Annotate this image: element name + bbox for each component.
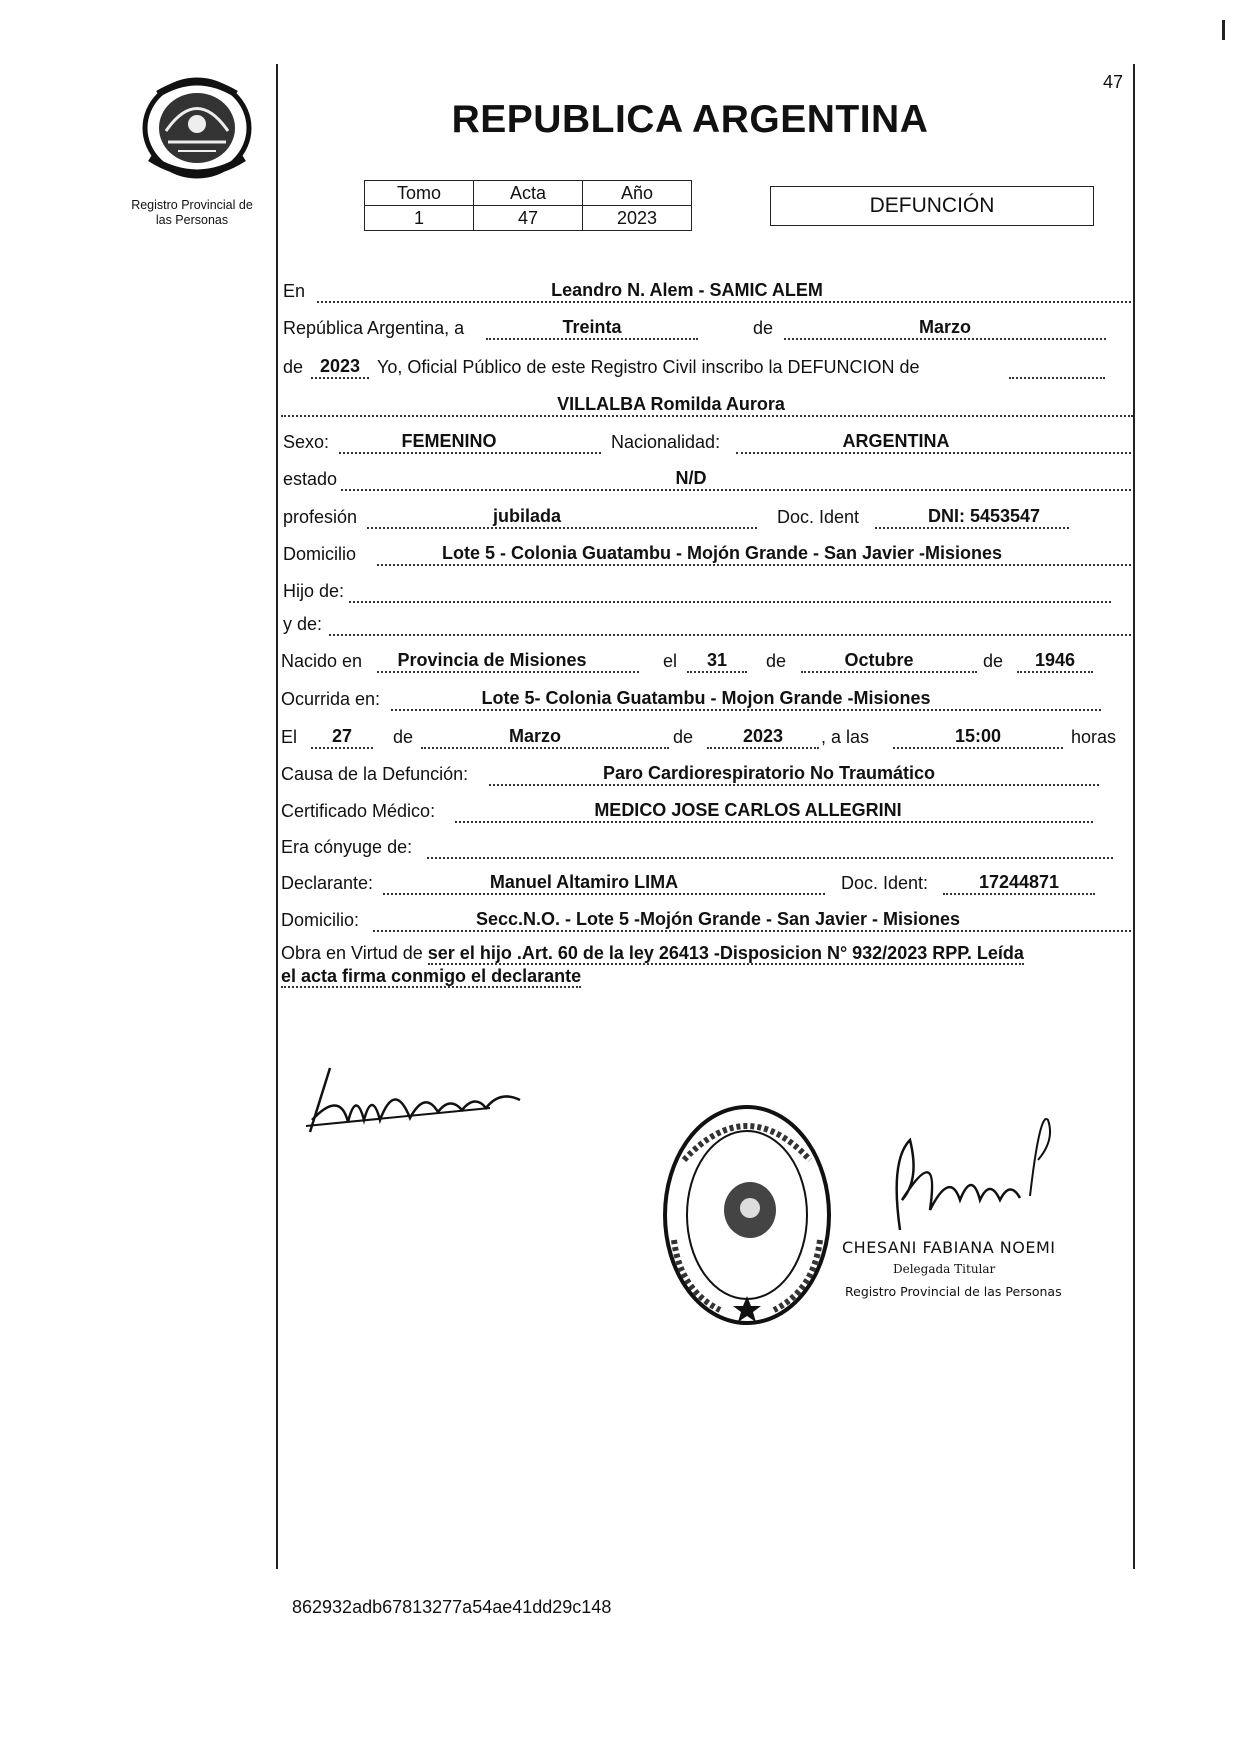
nacido-en-value: Provincia de Misiones [397, 650, 587, 670]
row-place [281, 270, 1133, 306]
estado-value: N/D [675, 468, 707, 488]
row-profesion [281, 496, 1133, 532]
obra-paragraph [281, 942, 1133, 988]
anio-header: Año [583, 181, 692, 206]
y-de-label: y de: [283, 614, 323, 634]
record-type-box: DEFUNCIÓN [770, 186, 1094, 226]
acta-header: Acta [474, 181, 583, 206]
row-nacido [281, 640, 1133, 676]
row-estado [281, 458, 1133, 494]
declarante-label: Declarante: [281, 873, 374, 893]
certificado-dots [455, 821, 1093, 823]
registry-caption-line2: las Personas [155, 213, 229, 227]
edge-mark [1222, 20, 1225, 40]
death-el-label: El [281, 727, 298, 747]
republica-label: República Argentina, a [283, 318, 465, 338]
registry-caption-line1: Registro Provincial de [131, 198, 253, 212]
place-dots [317, 301, 1131, 303]
birth-day-value: 31 [706, 650, 728, 670]
death-de2-label: de [673, 727, 694, 747]
acta-value: 47 [474, 206, 583, 231]
right-margin-line [1133, 64, 1135, 1569]
declarante-dots [383, 893, 825, 895]
page-number: 47 [1103, 72, 1124, 92]
certificado-value: MEDICO JOSE CARLOS ALLEGRINI [594, 800, 902, 820]
doc-ident-value: DNI: 5453547 [927, 506, 1041, 526]
oficial-dots [1009, 377, 1105, 379]
estado-dots [341, 489, 1131, 491]
death-time-dots [893, 747, 1063, 749]
row-ocurrida [281, 678, 1133, 714]
birth-day-dots [687, 671, 747, 673]
anio-value: 2023 [583, 206, 692, 231]
death-time-value: 15:00 [954, 726, 1002, 746]
domicilio-value: Lote 5 - Colonia Guatambu - Mojón Grande - San Javier -Misiones [441, 543, 1003, 563]
el-label: el [663, 651, 678, 671]
doc-ident-dots [875, 527, 1069, 529]
a-las-label: , a las [821, 727, 870, 747]
month-dots [784, 338, 1106, 340]
en-label: En [283, 281, 306, 301]
declarante-doc-value: 17244871 [978, 872, 1060, 892]
conyuge-label: Era cónyuge de: [281, 837, 413, 857]
official-stamp [660, 1100, 835, 1330]
row-declarante [281, 862, 1133, 898]
doc-ident-label: Doc. Ident [777, 507, 860, 527]
y-de-dots [329, 634, 1131, 636]
death-year-value: 2023 [742, 726, 784, 746]
nacido-en-label: Nacido en [281, 651, 363, 671]
oficial-text: Yo, Oficial Público de este Registro Civil inscribo la DEFUNCION de [377, 357, 920, 377]
nacionalidad-value: ARGENTINA [842, 431, 950, 451]
ocurrida-label: Ocurrida en: [281, 689, 381, 709]
causa-label: Causa de la Defunción: [281, 764, 469, 784]
place-value: Leandro N. Alem - SAMIC ALEM [551, 280, 823, 300]
certificado-label: Certificado Médico: [281, 801, 436, 821]
year-value: 2023 [319, 356, 361, 376]
sexo-value: FEMENINO [401, 431, 497, 451]
death-month-value: Marzo [508, 726, 561, 746]
misiones-emblem [138, 76, 256, 184]
row-deceased [281, 384, 1133, 420]
year-dots [311, 377, 369, 379]
tomo-header: Tomo [365, 181, 474, 206]
conyuge-dots [427, 857, 1113, 859]
sexo-label: Sexo: [283, 432, 330, 452]
document-hash: 862932adb67813277a54ae41dd29c148 [292, 1597, 612, 1617]
nacionalidad-label: Nacionalidad: [611, 432, 721, 452]
row-hijo-de [281, 570, 1133, 606]
declarante-domicilio-value: Secc.N.O. - Lote 5 -Mojón Grande - San Javier - Misiones [475, 909, 961, 929]
profesion-label: profesión [283, 507, 358, 527]
row-causa [281, 753, 1133, 789]
birth-de2-label: de [983, 651, 1004, 671]
deceased-dots [281, 415, 1133, 417]
birth-month-dots [801, 671, 977, 673]
registry-caption [112, 198, 272, 228]
domicilio-dots [377, 564, 1131, 566]
declarante-doc-label: Doc. Ident: [841, 873, 929, 893]
row-declarante-domicilio [281, 899, 1133, 935]
birth-de-label: de [766, 651, 787, 671]
profesion-value: jubilada [492, 506, 561, 526]
tomo-value: 1 [365, 206, 474, 231]
horas-label: horas [1071, 727, 1117, 747]
deceased-name: VILLALBA Romilda Aurora [557, 394, 785, 414]
birth-month-value: Octubre [844, 650, 914, 670]
left-margin-line [276, 64, 278, 1569]
declarante-domicilio-label: Domicilio: [281, 910, 360, 930]
row-domicilio [281, 533, 1133, 569]
de-year-label: de [283, 357, 304, 377]
declarante-value: Manuel Altamiro LIMA [489, 872, 679, 892]
death-de-label: de [393, 727, 414, 747]
day-value: Treinta [562, 317, 622, 337]
official-name: CHESANI FABIANA NOEMI [842, 1238, 1056, 1257]
obra-label: Obra en Virtud de [281, 943, 423, 963]
death-day-dots [311, 747, 373, 749]
record-id-table [364, 180, 692, 231]
death-day-value: 27 [331, 726, 353, 746]
estado-label: estado [283, 469, 338, 489]
profesion-dots [367, 527, 757, 529]
page-title: REPUBLICA ARGENTINA [451, 98, 929, 141]
birth-year-value: 1946 [1034, 650, 1076, 670]
official-role: Delegada Titular [893, 1262, 996, 1276]
hijo-de-label: Hijo de: [283, 581, 345, 601]
nacido-en-dots [377, 671, 639, 673]
month-value: Marzo [918, 317, 971, 337]
official-organization: Registro Provincial de las Personas [845, 1284, 1062, 1299]
ocurrida-value: Lote 5- Colonia Guatambu - Mojon Grande -Misiones [481, 688, 931, 708]
ocurrida-dots [391, 709, 1101, 711]
row-conyuge [281, 826, 1133, 862]
row-sexo [281, 421, 1133, 457]
official-signature [880, 1100, 1060, 1240]
domicilio-label: Domicilio [283, 544, 357, 564]
row-year-oficial [281, 346, 1133, 382]
sexo-dots [339, 452, 601, 454]
de-label: de [753, 318, 774, 338]
causa-value: Paro Cardiorespiratorio No Traumático [602, 763, 936, 783]
row-certificado [281, 790, 1133, 826]
declarante-doc-dots [943, 893, 1095, 895]
row-death-date [281, 716, 1133, 752]
row-date [281, 307, 1133, 343]
death-month-dots [421, 747, 669, 749]
obra-line1: ser el hijo .Art. 60 de la ley 26413 -Disposicion N° 932/2023 RPP. Leída [427, 943, 1024, 963]
birth-year-dots [1017, 671, 1093, 673]
causa-dots [489, 784, 1099, 786]
death-year-dots [707, 747, 819, 749]
declarante-domicilio-dots [373, 930, 1131, 932]
declarant-signature [300, 1060, 530, 1140]
obra-line2: el acta firma conmigo el declarante [281, 966, 582, 986]
nacionalidad-dots [736, 452, 1131, 454]
row-y-de [281, 603, 1133, 639]
day-dots [486, 338, 698, 340]
